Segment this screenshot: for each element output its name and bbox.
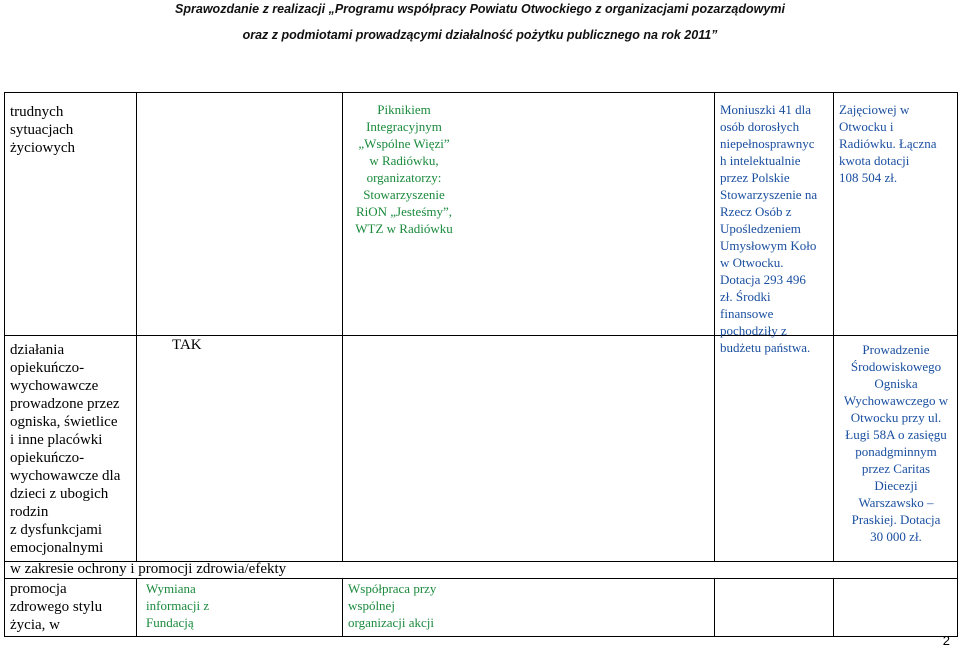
row1-details-line: Moniuszki 41 dla bbox=[720, 102, 811, 117]
row1-grant-line: 108 504 zł. bbox=[839, 170, 898, 185]
col-divider-2 bbox=[342, 92, 343, 562]
row2-category-line: i inne placówki bbox=[10, 432, 103, 448]
row1-activity-line: RiON „Jesteśmy”, bbox=[355, 204, 453, 219]
row1-activity-cell bbox=[344, 101, 464, 237]
row3-form-line: Fundacją bbox=[146, 615, 194, 630]
row3-category-line: zdrowego stylu bbox=[10, 599, 103, 615]
row2-category-line: emocjonalnymi bbox=[10, 540, 104, 556]
row1-details-line: pochodziły z bbox=[720, 323, 787, 338]
row1-details-line: w Otwocku. bbox=[720, 255, 784, 270]
row2-category-line: prowadzone przez bbox=[10, 396, 120, 412]
row1-details-line: Rzecz Osób z bbox=[720, 204, 792, 219]
row1-details-line: Dotacja 293 496 bbox=[720, 272, 806, 287]
row1-activity-line: Integracyjnym bbox=[366, 119, 442, 134]
col-divider-4b bbox=[833, 578, 834, 636]
row2-category-cell bbox=[10, 341, 120, 557]
row1-grant-line: Zajęciowej w bbox=[839, 102, 910, 117]
row1-activity-line: Piknikiem bbox=[377, 102, 431, 117]
row3-activity-line: organizacji akcji bbox=[348, 615, 435, 630]
row3-category-cell bbox=[10, 580, 102, 634]
table-border-top bbox=[4, 92, 958, 93]
row2-category-line: działania bbox=[10, 342, 65, 358]
row1-details-cell bbox=[720, 101, 832, 356]
row1-details-line: budżetu państwa. bbox=[720, 340, 811, 355]
row1-activity-line: „Wspólne Więzi” bbox=[358, 136, 450, 151]
row1-details-line: osób dorosłych bbox=[720, 119, 800, 134]
row2-category-line: wychowawcze bbox=[10, 378, 99, 394]
report-title-line2: oraz z podmiotami prowadzącymi działalność pożytku publicznego na rok 2011” bbox=[242, 28, 718, 42]
row1-grant-line: Otwocku i bbox=[839, 119, 894, 134]
row2-category-line: z dysfunkcjami bbox=[10, 522, 103, 538]
col-divider-2b bbox=[342, 578, 343, 636]
row1-details-line: zł. Środki bbox=[720, 289, 771, 304]
row1-details-line: Upośledzeniem bbox=[720, 221, 801, 236]
row3-form-cell bbox=[146, 580, 209, 631]
col-divider-1b bbox=[136, 578, 137, 636]
row3-form-line: Wymiana bbox=[146, 581, 196, 596]
col-divider-3 bbox=[714, 92, 715, 562]
row1-activity-line: Stowarzyszenie bbox=[363, 187, 445, 202]
row2-category-line: opiekuńczo- bbox=[10, 360, 85, 376]
table-border-bottom bbox=[4, 636, 958, 637]
row1-activity-line: w Radiówku, bbox=[369, 153, 439, 168]
row2-grant-line: Diecezji bbox=[874, 478, 918, 493]
row2-category-line: opiekuńczo- bbox=[10, 450, 85, 466]
report-title-line1: Sprawozdanie z realizacji „Programu współpracy Powiatu Otwockiego z organizacjami pozarządowymi bbox=[175, 2, 785, 16]
row2-grant-line: Warszawsko – bbox=[858, 495, 934, 510]
row1-grant-line: Radiówku. Łączna bbox=[839, 136, 937, 151]
row3-activity-line: Współpraca przy bbox=[348, 581, 437, 596]
row3-activity-cell bbox=[348, 580, 436, 631]
col-divider-1 bbox=[136, 92, 137, 562]
row-divider-section-bottom bbox=[4, 578, 958, 579]
row3-category-line: promocja bbox=[10, 581, 67, 597]
row2-category-line: rodzin bbox=[10, 504, 49, 520]
row1-details-line: Umysłowym Koło bbox=[720, 238, 817, 253]
row2-category-line: ogniska, świetlice bbox=[10, 414, 118, 430]
row2-grant-line: ponadgminnym bbox=[855, 444, 937, 459]
row2-status: TAK bbox=[172, 337, 202, 353]
row2-grant-line: Otwocku przy ul. bbox=[850, 410, 942, 425]
row2-grant-line: Środowiskowego bbox=[850, 359, 942, 374]
row2-grant-line: Wychowawczego w bbox=[843, 393, 949, 408]
row1-details-line: Stowarzyszenie na bbox=[720, 187, 818, 202]
row1-category-line: życiowych bbox=[10, 140, 75, 156]
page-number: 2 bbox=[942, 633, 950, 648]
table-border-left bbox=[4, 92, 5, 637]
row1-activity-line: WTZ w Radiówku bbox=[355, 221, 453, 236]
row1-details-line: h intelektualnie bbox=[720, 153, 801, 168]
row3-form-line: informacji z bbox=[146, 598, 210, 613]
row1-details-line: niepełnosprawnyc bbox=[720, 136, 815, 151]
row2-grant-line: Ogniska bbox=[874, 376, 918, 391]
row2-category-line: wychowawcze dla bbox=[10, 468, 121, 484]
row2-grant-line: Ługi 58A o zasięgu bbox=[845, 427, 947, 442]
row2-grant-line: przez Caritas bbox=[861, 461, 931, 476]
row1-details-line: finansowe bbox=[720, 306, 774, 321]
row2-grant-line: 30 000 zł. bbox=[870, 529, 922, 544]
row1-activity-line: organizatorzy: bbox=[366, 170, 442, 185]
row1-category-line: trudnych bbox=[10, 104, 64, 120]
col-divider-3b bbox=[714, 578, 715, 636]
row3-category-line: życia, w bbox=[10, 617, 60, 633]
row1-details-line: przez Polskie bbox=[720, 170, 790, 185]
row2-category-line: dzieci z ubogich bbox=[10, 486, 109, 502]
row1-grant-line: kwota dotacji bbox=[839, 153, 910, 168]
row2-grant-line: Prowadzenie bbox=[862, 342, 930, 357]
row1-category-line: sytuacjach bbox=[10, 122, 74, 138]
row1-grant-cell bbox=[839, 101, 955, 186]
row1-category-cell bbox=[10, 103, 75, 157]
section-heading: w zakresie ochrony i promocji zdrowia/efekty bbox=[10, 561, 287, 577]
row2-grant-line: Praskiej. Dotacja bbox=[851, 512, 941, 527]
row2-grant-cell bbox=[834, 341, 958, 545]
row3-activity-line: wspólnej bbox=[348, 598, 395, 613]
